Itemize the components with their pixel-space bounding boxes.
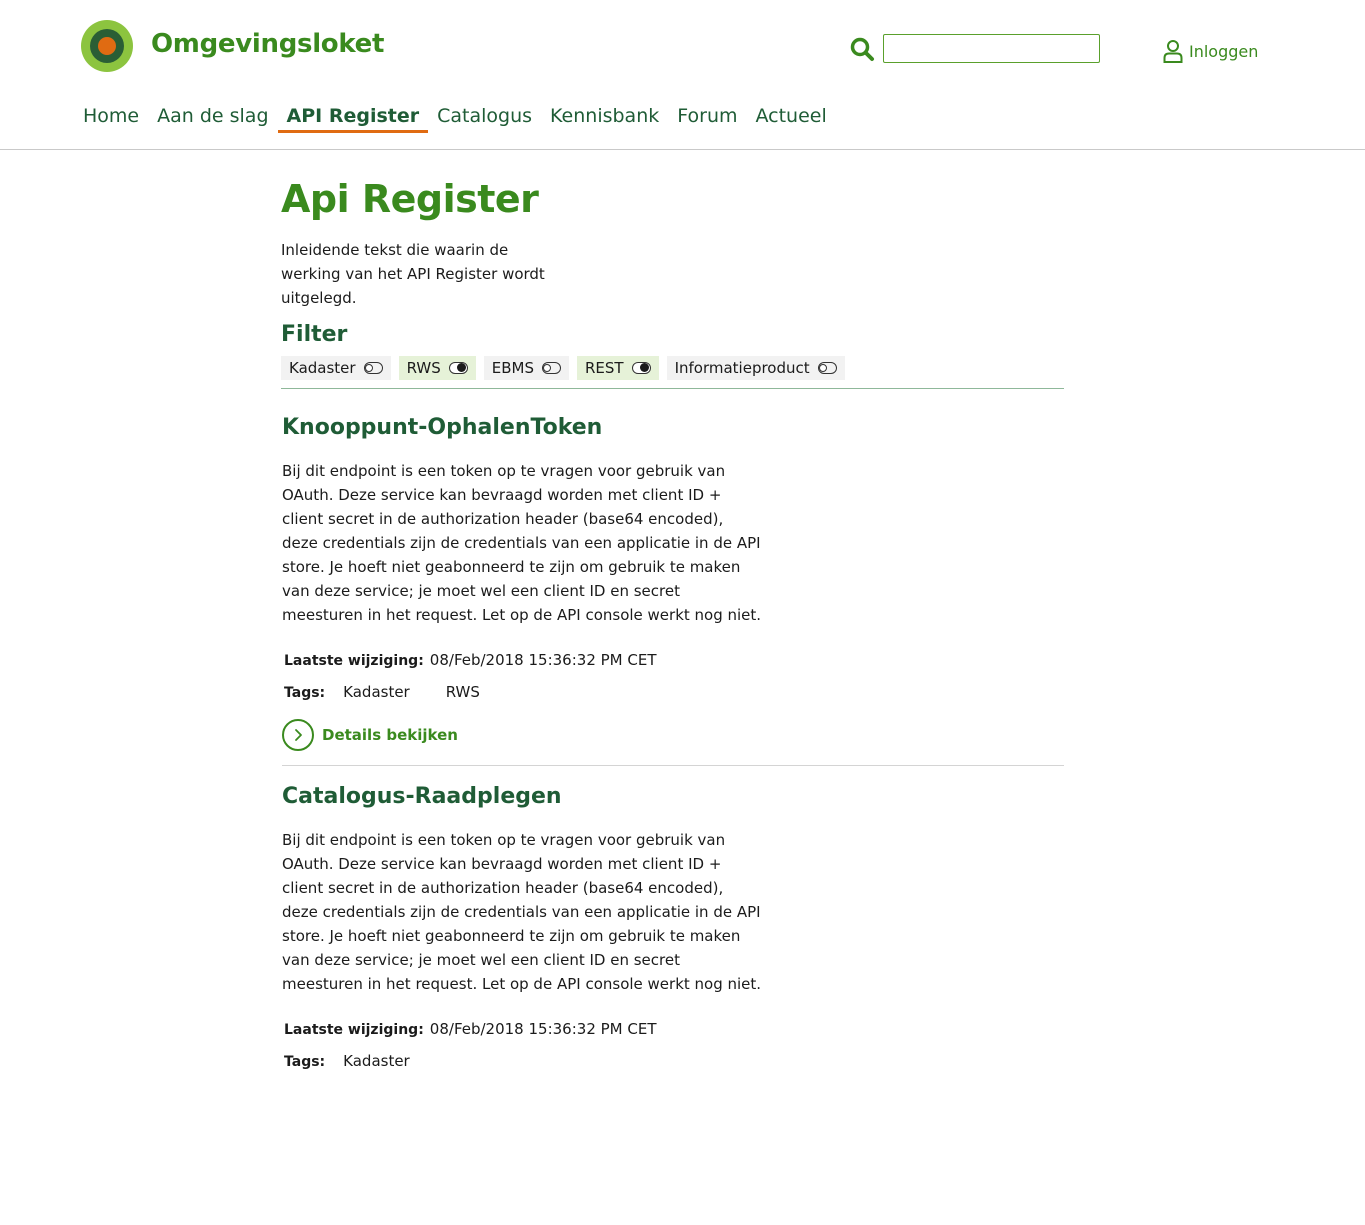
- tags-label: Tags:: [284, 1054, 326, 1070]
- tags-row: [282, 1052, 1064, 1070]
- nav-item-api-register[interactable]: API Register: [286, 105, 420, 127]
- last-change-value: 08/Feb/2018 15:36:32 PM CET: [429, 1020, 657, 1038]
- toggle-off-icon[interactable]: [542, 362, 561, 374]
- logo-icon[interactable]: [81, 20, 133, 72]
- details-link[interactable]: [282, 719, 1064, 751]
- user-icon: [1162, 38, 1184, 64]
- toggle-off-icon[interactable]: [818, 362, 837, 374]
- last-change-label: Laatste wijziging:: [284, 1022, 424, 1038]
- api-description: Bij dit endpoint is een token op te vragen voor gebruik van OAuth. Deze service kan bevraagd worden met client ID + client secret in de authorization header (base64 encoded), deze credentials zijn de credentials van een applicatie in de API store. Je hoeft niet geabonneerd te zijn om gebruik te maken van deze service; je moet wel een client ID en secret meesturen in het request. Let op de API console werkt nog niet.: [282, 831, 762, 993]
- api-card: [281, 413, 1064, 766]
- filter-chip-rest[interactable]: [577, 356, 659, 380]
- toggle-on-icon[interactable]: [632, 362, 651, 374]
- filter-chip-informatieproduct[interactable]: [667, 356, 845, 380]
- divider: [282, 765, 1064, 766]
- tag: Kadaster: [343, 683, 410, 701]
- nav-item-forum[interactable]: Forum: [677, 105, 738, 127]
- nav-item-home[interactable]: Home: [83, 105, 140, 127]
- tag: RWS: [445, 683, 480, 701]
- last-change-label: Laatste wijziging:: [284, 653, 424, 669]
- login-link[interactable]: [1162, 38, 1258, 64]
- api-card: [281, 782, 1064, 1070]
- toggle-off-icon[interactable]: [364, 362, 383, 374]
- filter-label: Informatieproduct: [674, 359, 810, 377]
- toggle-on-icon[interactable]: [449, 362, 468, 374]
- login-label: Inloggen: [1189, 41, 1259, 61]
- nav-item-actueel[interactable]: Actueel: [755, 105, 827, 127]
- tag: Kadaster: [343, 1052, 410, 1070]
- filter-label: RWS: [406, 359, 441, 377]
- main-nav: [83, 105, 845, 127]
- nav-item-kennisbank[interactable]: Kennisbank: [550, 105, 660, 127]
- filter-label: EBMS: [491, 359, 534, 377]
- search-icon[interactable]: [849, 36, 875, 62]
- chevron-right-icon: [282, 719, 314, 751]
- api-description: Bij dit endpoint is een token op te vragen voor gebruik van OAuth. Deze service kan bevraagd worden met client ID + client secret in de authorization header (base64 encoded), deze credentials zijn de credentials van een applicatie in de API store. Je hoeft niet geabonneerd te zijn om gebruik te maken van deze service; je moet wel een client ID en secret meesturen in het request. Let op de API console werkt nog niet.: [282, 462, 762, 624]
- nav-item-catalogus[interactable]: Catalogus: [437, 105, 533, 127]
- filter-chip-kadaster[interactable]: [281, 356, 391, 380]
- intro-text: Inleidende tekst die waarin de werking van het API Register wordt uitgelegd.: [281, 241, 545, 307]
- tags-row: [282, 683, 1064, 701]
- details-label: Details bekijken: [322, 726, 458, 744]
- last-change-row: [282, 651, 1064, 669]
- filter-heading: Filter: [281, 322, 348, 347]
- nav-item-aan-de-slag[interactable]: Aan de slag: [157, 105, 269, 127]
- search-input[interactable]: [883, 34, 1100, 63]
- brand-name[interactable]: Omgevingsloket: [151, 29, 385, 59]
- filter-label: REST: [584, 359, 624, 377]
- last-change-row: [282, 1020, 1064, 1038]
- tags-label: Tags:: [284, 685, 326, 701]
- filter-chip-ebms[interactable]: [484, 356, 569, 380]
- filter-bar: [281, 356, 1064, 389]
- api-title[interactable]: Catalogus-Raadplegen: [282, 784, 562, 809]
- filter-chip-rws[interactable]: [399, 356, 476, 380]
- site-header: [0, 0, 1365, 150]
- filter-label: Kadaster: [289, 359, 356, 377]
- page-title: Api Register: [281, 177, 539, 221]
- last-change-value: 08/Feb/2018 15:36:32 PM CET: [429, 651, 657, 669]
- api-title[interactable]: Knooppunt-OphalenToken: [282, 415, 603, 440]
- main-content: [281, 170, 1066, 1070]
